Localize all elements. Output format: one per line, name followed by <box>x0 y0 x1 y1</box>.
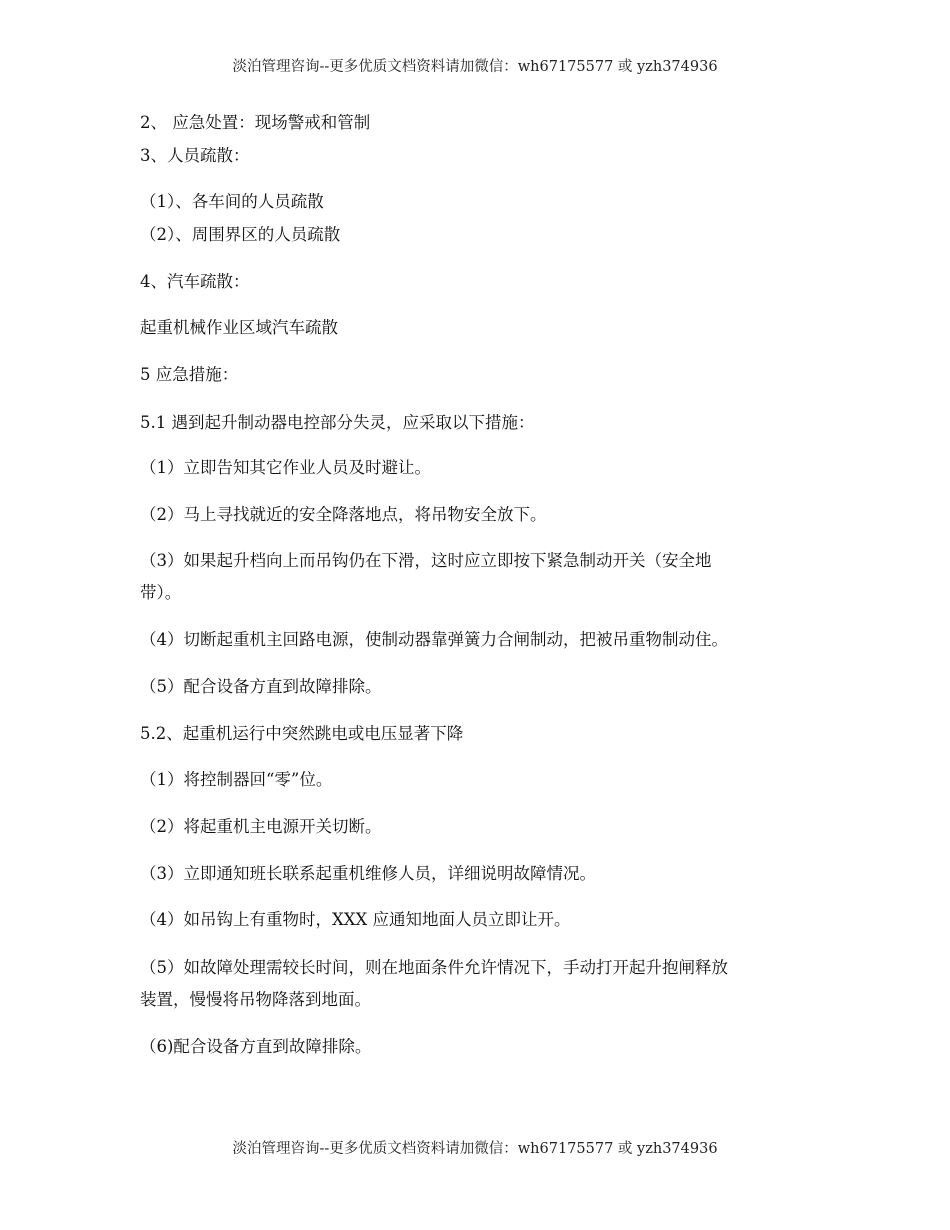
text-line: 起重机械作业区域汽车疏散 <box>140 318 338 337</box>
text-line: 装置，慢慢将吊物降落到地面。 <box>140 990 371 1009</box>
text-line: （3）如果起升档向上而吊钩仍在下滑，这时应立即按下紧急制动开关（安全地 <box>140 551 712 570</box>
text-line: （4）切断起重机主回路电源，使制动器靠弹簧力合闸制动，把被吊重物制动住。 <box>140 630 728 649</box>
text-line: （5）如故障处理需较长时间，则在地面条件允许情况下，手动打开起升抱闸释放 <box>140 958 728 977</box>
text-line: 5.2、起重机运行中突然跳电或电压显著下降 <box>140 724 464 743</box>
text-line: （1）立即告知其它作业人员及时避让。 <box>140 458 431 477</box>
text-line: （4）如吊钩上有重物时，XXX 应通知地面人员立即让开。 <box>140 910 571 929</box>
text-line: 4、汽车疏散： <box>140 272 250 291</box>
text-line: （3）立即通知班长联系起重机维修人员，详细说明故障情况。 <box>140 864 596 883</box>
text-line: 3、人员疏散： <box>140 146 250 165</box>
text-line: 5.1 遇到起升制动器电控部分失灵，应采取以下措施： <box>140 413 535 432</box>
text-line: （6)配合设备方直到故障排除。 <box>140 1037 372 1056</box>
text-line: 5 应急措施： <box>140 365 239 384</box>
text-line: 2、 应急处置：现场警戒和管制 <box>140 113 371 132</box>
page-header: 淡泊管理咨询--更多优质文档资料请加微信：wh67175577 或 yzh374936 <box>232 59 718 75</box>
text-line: （1）将控制器回“零”位。 <box>140 770 333 789</box>
text-line: 带）。 <box>140 583 182 602</box>
text-line: （2）将起重机主电源开关切断。 <box>140 817 382 836</box>
text-line: （1）、各车间的人员疏散 <box>140 192 324 211</box>
text-line: （2）马上寻找就近的安全降落地点，将吊物安全放下。 <box>140 505 547 524</box>
text-line: （5）配合设备方直到故障排除。 <box>140 677 382 696</box>
text-line: （2）、周围界区的人员疏散 <box>140 225 341 244</box>
page-footer: 淡泊管理咨询--更多优质文档资料请加微信：wh67175577 或 yzh374936 <box>232 1141 718 1157</box>
